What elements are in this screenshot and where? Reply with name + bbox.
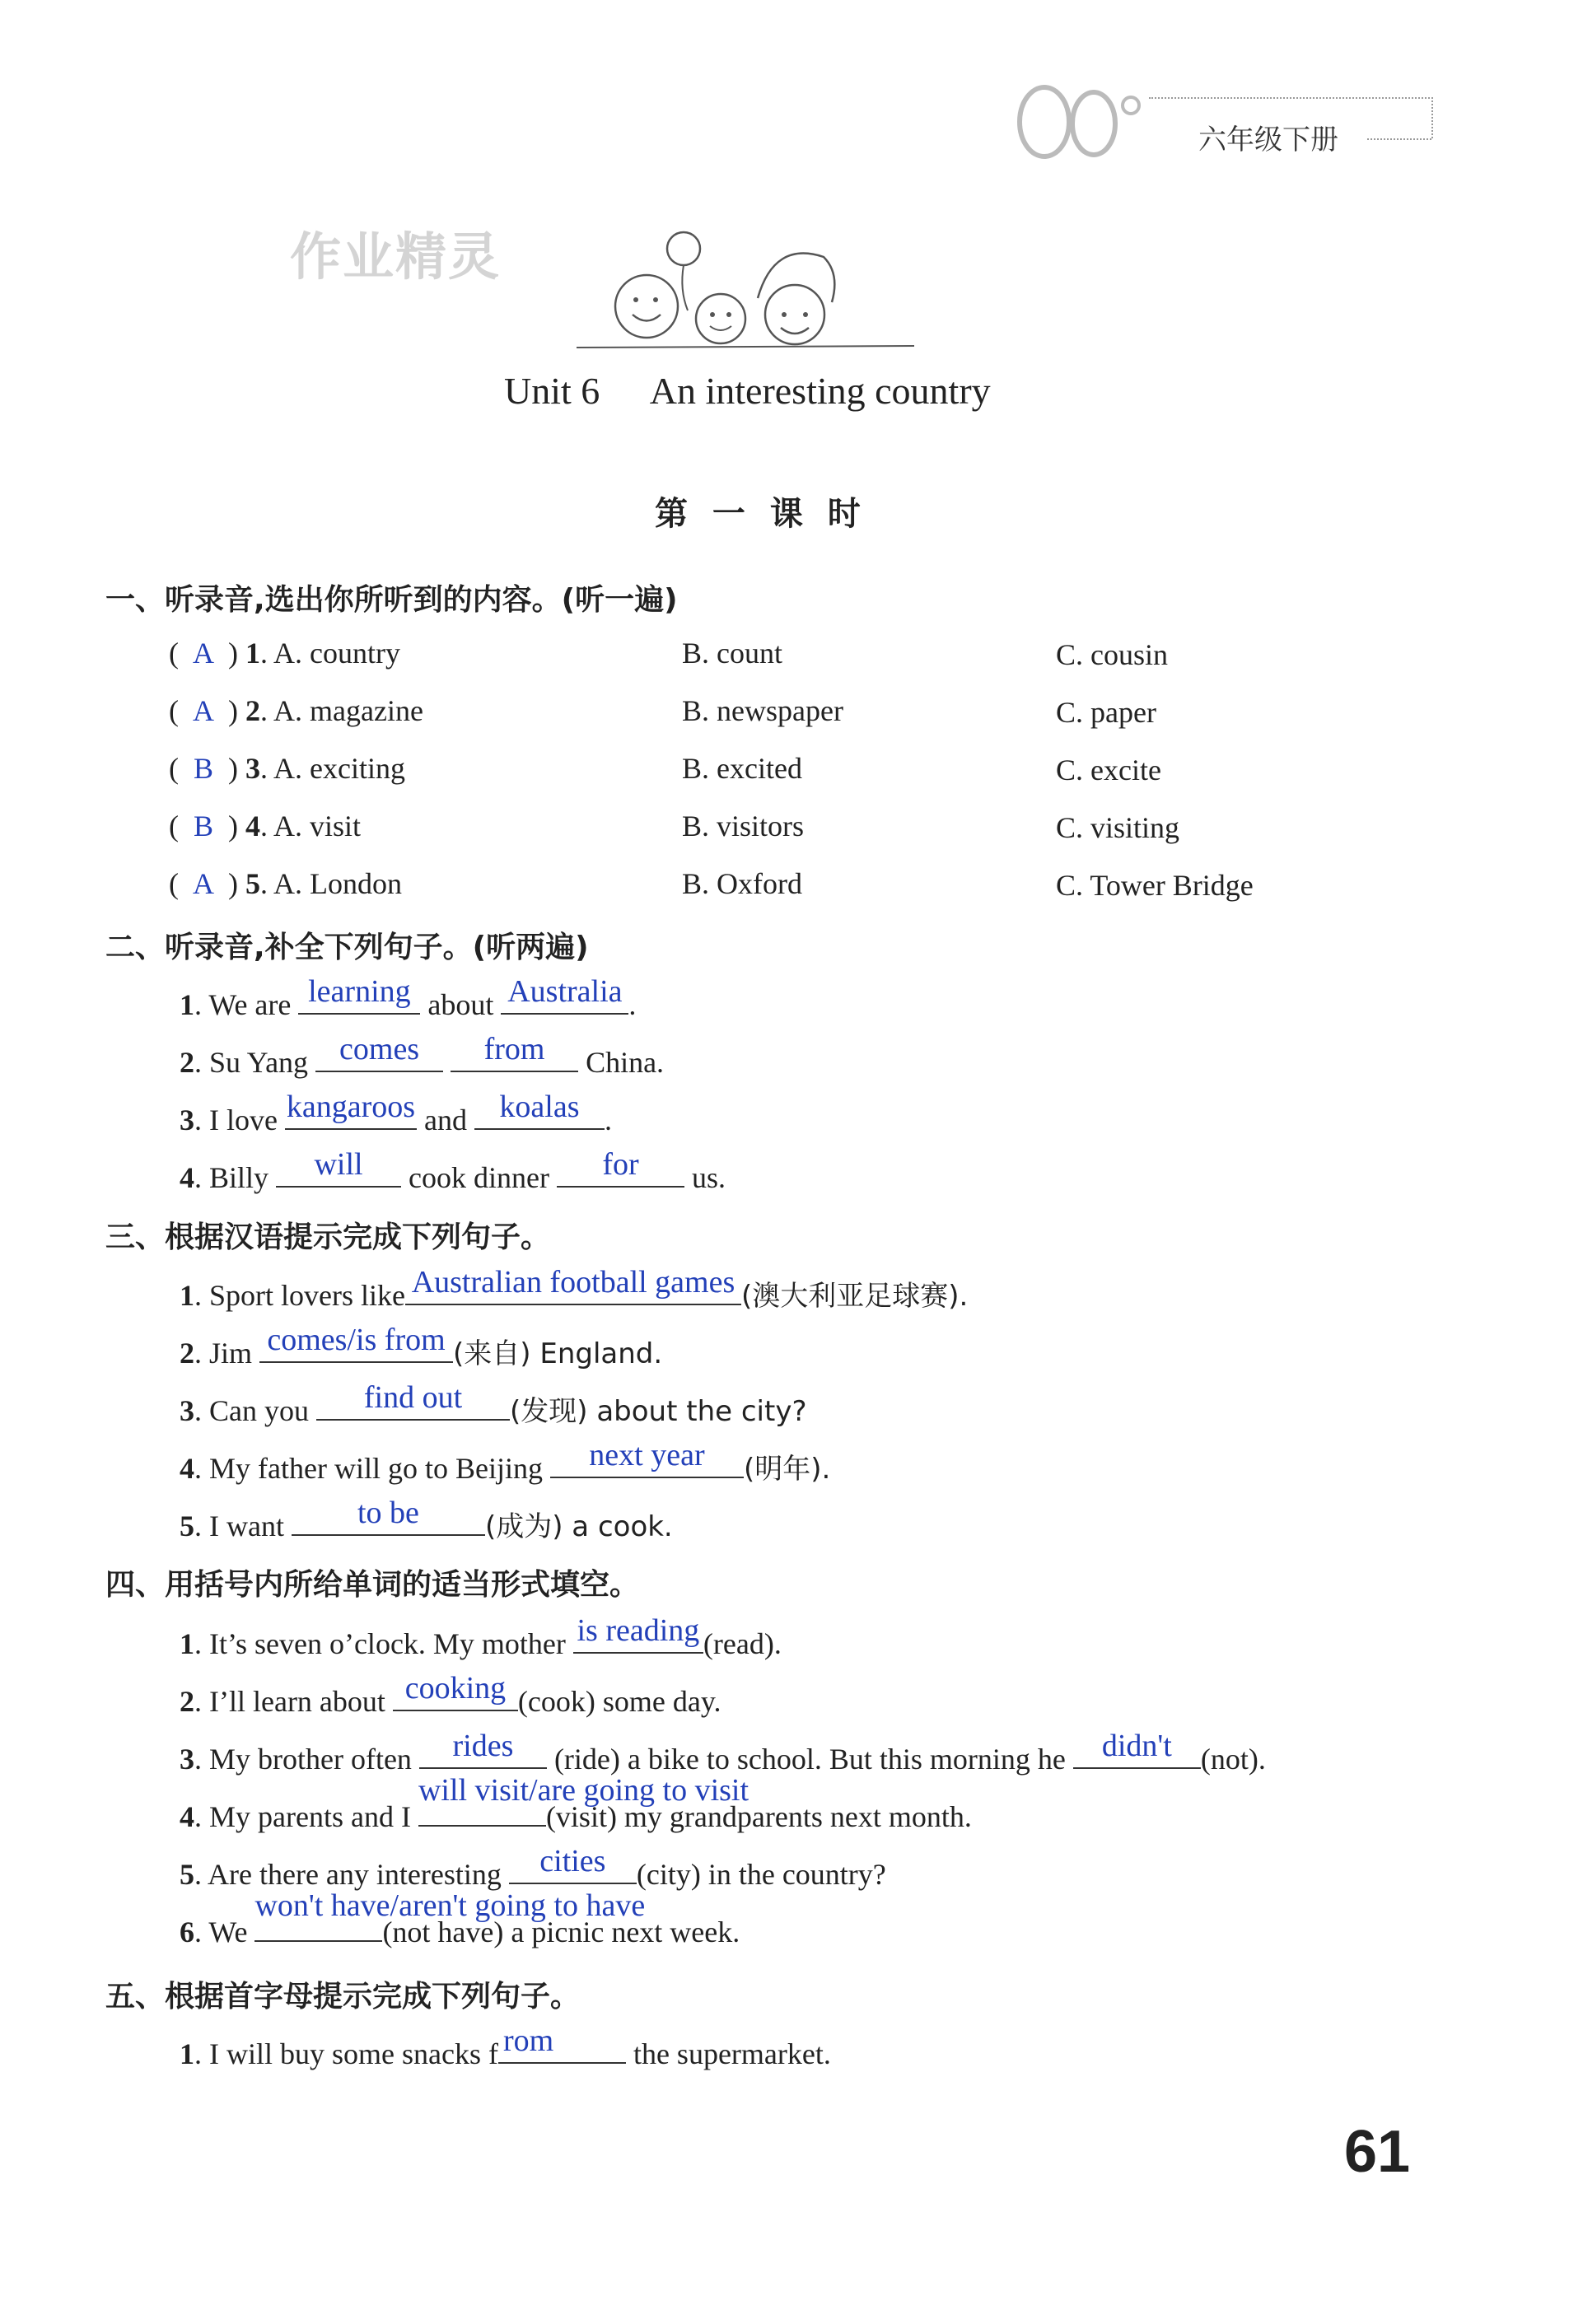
s3-text: I want bbox=[209, 1510, 284, 1542]
s2-no-1: 1 bbox=[180, 988, 194, 1021]
answer-text: Australia bbox=[507, 974, 623, 1009]
s1-answer-2: A bbox=[193, 694, 214, 727]
answer-text: Australian football games bbox=[411, 1265, 735, 1300]
s1-c-5: C. Tower Bridge bbox=[1056, 869, 1254, 902]
s3-line-4: 4. My father will go to Beijing next year (明年). bbox=[180, 1438, 831, 1486]
s4-blank[interactable] bbox=[509, 1844, 637, 1884]
lesson-title: 第 一 课 时 bbox=[655, 495, 867, 533]
s1-row-3: ( B ) 3. A. exciting bbox=[169, 752, 405, 785]
s1-row-5: ( A ) 5. A. London bbox=[169, 867, 403, 900]
s1-c-3: C. excite bbox=[1056, 754, 1161, 786]
s2-blank[interactable] bbox=[285, 1090, 417, 1130]
s4-line-6: 6. We won't have/aren't going to have (not have) a picnic next week. bbox=[180, 1888, 740, 1948]
s2-blank[interactable] bbox=[298, 974, 420, 1015]
s3-text: My father will go to Beijing bbox=[209, 1452, 543, 1485]
s1-row-4: ( B ) 4. A. visit bbox=[169, 810, 362, 842]
s2-text: cook dinner bbox=[409, 1161, 549, 1194]
unit-name: An interesting country bbox=[649, 370, 991, 412]
answer-text: didn't bbox=[1101, 1729, 1172, 1763]
s2-no-4: 4 bbox=[180, 1161, 194, 1194]
s3-text: Jim bbox=[209, 1337, 253, 1370]
s4-no-2: 2 bbox=[180, 1685, 194, 1718]
s4-no-1: 1 bbox=[180, 1627, 194, 1660]
s1-a-5: A. London bbox=[273, 867, 403, 900]
section-1-heading: 一、听录音,选出你所听到的内容。(听一遍) bbox=[105, 583, 678, 617]
s1-answer-5: A bbox=[193, 867, 214, 900]
watermark: 作业精灵 bbox=[290, 226, 502, 287]
s4-no-4: 4 bbox=[180, 1800, 194, 1833]
s4-blank[interactable] bbox=[393, 1671, 518, 1711]
s2-text: . bbox=[628, 988, 637, 1021]
s3-line-3: 3. Can you find out (发现) about the city? bbox=[180, 1380, 807, 1428]
s1-b-1: B. count bbox=[682, 637, 782, 670]
answer-text: rom bbox=[502, 2023, 554, 2058]
s3-blank[interactable] bbox=[259, 1323, 453, 1363]
s2-text: . bbox=[604, 1104, 612, 1136]
s3-blank[interactable] bbox=[316, 1380, 510, 1421]
s4-no-3: 3 bbox=[180, 1743, 194, 1776]
s4-text: (read). bbox=[703, 1627, 782, 1660]
s4-text: (not). bbox=[1200, 1743, 1266, 1776]
answer-text: next year bbox=[589, 1438, 705, 1472]
answer-text: koalas bbox=[499, 1090, 580, 1124]
s1-no-1: 1 bbox=[245, 637, 260, 670]
s3-no-1: 1 bbox=[180, 1279, 194, 1312]
s3-text: (澳大利亚足球赛). bbox=[740, 1280, 969, 1313]
s2-text: about bbox=[427, 988, 494, 1021]
section-2-heading: 二、听录音,补全下列句子。(听两遍) bbox=[105, 931, 589, 964]
s2-line-4: 4. Billy will cook dinner for us. bbox=[180, 1147, 726, 1194]
s4-text: (cook) some day. bbox=[517, 1685, 721, 1718]
s4-text: (city) in the country? bbox=[636, 1858, 886, 1891]
s2-text: Billy bbox=[209, 1161, 269, 1194]
s1-c-1: C. cousin bbox=[1056, 638, 1169, 671]
s3-no-4: 4 bbox=[180, 1452, 194, 1485]
s1-b-2: B. newspaper bbox=[682, 694, 843, 727]
s4-text: We bbox=[208, 1916, 248, 1948]
s1-a-4: A. visit bbox=[273, 810, 362, 842]
s1-b-5: B. Oxford bbox=[682, 867, 802, 900]
s4-blank[interactable] bbox=[419, 1729, 547, 1769]
grade-label: 六年级下册 bbox=[1198, 124, 1338, 156]
s3-line-5: 5. I want to be (成为) a cook. bbox=[180, 1496, 673, 1543]
header-logo bbox=[1011, 72, 1176, 163]
answer-text: to be bbox=[357, 1496, 419, 1530]
s4-text: It’s seven o’clock. My mother bbox=[209, 1627, 566, 1660]
s2-line-1: 1. We are learning about Australia . bbox=[180, 974, 637, 1021]
answer-text: cities bbox=[539, 1844, 606, 1878]
unit-number: Unit 6 bbox=[504, 370, 600, 412]
s4-blank[interactable] bbox=[573, 1613, 703, 1654]
header-rule bbox=[1149, 97, 1433, 99]
s3-text: (来自) England. bbox=[453, 1337, 663, 1370]
s4-line-1: 1. It’s seven o’clock. My mother is reading (read). bbox=[180, 1613, 782, 1660]
s4-text: (ride) a bike to school. But this morning he bbox=[553, 1743, 1066, 1776]
unit-title bbox=[504, 369, 991, 413]
s2-blank[interactable] bbox=[501, 974, 628, 1015]
s3-blank[interactable] bbox=[550, 1438, 744, 1478]
s2-text: and bbox=[423, 1104, 467, 1136]
answer-text: will bbox=[314, 1147, 363, 1182]
s2-text: Su Yang bbox=[209, 1046, 309, 1079]
section-4-heading: 四、用括号内所给单词的适当形式填空。 bbox=[105, 1568, 640, 1602]
s1-b-4: B. visitors bbox=[682, 810, 805, 842]
s1-answer-4: B bbox=[193, 810, 213, 842]
s3-text: (明年). bbox=[743, 1453, 831, 1486]
s3-no-5: 5 bbox=[180, 1510, 194, 1542]
s1-answer-1: A bbox=[193, 637, 214, 670]
s3-text: Sport lovers like bbox=[209, 1279, 405, 1312]
s4-no-6: 6 bbox=[180, 1916, 194, 1948]
s2-blank[interactable] bbox=[315, 1032, 443, 1072]
s2-line-2: 2. Su Yang comes from China. bbox=[180, 1032, 665, 1079]
header-rule-end bbox=[1431, 97, 1433, 138]
s1-no-4: 4 bbox=[245, 810, 260, 842]
s4-line-5: 5. Are there any interesting cities (city) in the country? bbox=[180, 1844, 886, 1891]
s3-text: (成为) a cook. bbox=[484, 1510, 673, 1543]
s1-row-1: ( A ) 1. A. country bbox=[169, 637, 400, 670]
s4-text: My parents and I bbox=[209, 1800, 411, 1833]
s3-text: (发现) about the city? bbox=[510, 1395, 807, 1428]
s5-blank[interactable] bbox=[498, 2023, 626, 2064]
s4-line-4: 4. My parents and I will visit/are going to visit (visit) my grandparents next month. bbox=[180, 1773, 972, 1833]
s1-no-3: 3 bbox=[245, 752, 260, 785]
s3-no-3: 3 bbox=[180, 1394, 194, 1427]
answer-text: comes/is from bbox=[267, 1323, 446, 1357]
s1-a-1: A. country bbox=[273, 637, 400, 670]
s1-a-2: A. magazine bbox=[273, 694, 423, 727]
s4-line-3: 3. My brother often rides (ride) a bike to school. But this morning he didn't (not). bbox=[180, 1729, 1266, 1776]
s2-blank[interactable] bbox=[276, 1147, 401, 1188]
s1-no-5: 5 bbox=[245, 867, 260, 900]
answer-text: is reading bbox=[577, 1613, 700, 1648]
s4-text: My brother often bbox=[209, 1743, 412, 1776]
answer-text: kangaroos bbox=[286, 1090, 416, 1124]
s3-blank[interactable] bbox=[292, 1496, 485, 1536]
answer-text: comes bbox=[339, 1032, 420, 1066]
page-number: 61 bbox=[1344, 2119, 1411, 2185]
s3-line-1: 1. Sport lovers like Australian football games (澳大利亚足球赛). bbox=[180, 1265, 969, 1313]
s3-no-2: 2 bbox=[180, 1337, 194, 1370]
s4-no-5: 5 bbox=[180, 1858, 194, 1891]
answer-text: learning bbox=[308, 974, 411, 1009]
s4-text: (not have) a picnic next week. bbox=[382, 1916, 740, 1948]
s4-blank[interactable] bbox=[1073, 1729, 1201, 1769]
s1-a-3: A. exciting bbox=[273, 752, 405, 785]
s2-blank[interactable] bbox=[474, 1090, 605, 1130]
section-5-heading: 五、根据首字母提示完成下列句子。 bbox=[105, 1980, 581, 2014]
section-3-heading: 三、根据汉语提示完成下列句子。 bbox=[105, 1220, 551, 1254]
s3-text: Can you bbox=[209, 1394, 309, 1427]
s4-text: I’ll learn about bbox=[209, 1685, 385, 1718]
s2-no-2: 2 bbox=[180, 1046, 194, 1079]
s5-text: I will buy some snacks f bbox=[209, 2037, 498, 2070]
s2-text: I love bbox=[209, 1104, 278, 1136]
answer-text: for bbox=[602, 1147, 639, 1182]
s3-line-2: 2. Jim comes/is from (来自) England. bbox=[180, 1323, 663, 1370]
answer-text: won't have/aren't going to have bbox=[254, 1888, 646, 1923]
s2-line-3: 3. I love kangaroos and koalas . bbox=[180, 1090, 612, 1136]
answer-text: will visit/are going to visit bbox=[418, 1773, 749, 1808]
answer-text: cooking bbox=[404, 1671, 507, 1706]
s1-c-4: C. visiting bbox=[1056, 811, 1180, 844]
s1-c-2: C. paper bbox=[1056, 696, 1156, 729]
s2-text: us. bbox=[691, 1161, 726, 1194]
s1-b-3: B. excited bbox=[682, 752, 802, 785]
s5-line-1: 1. I will buy some snacks f rom the supermarket. bbox=[180, 2023, 831, 2070]
s4-text: (visit) my grandparents next month. bbox=[545, 1800, 972, 1833]
s2-blank[interactable] bbox=[557, 1147, 684, 1188]
s5-no-1: 1 bbox=[180, 2037, 194, 2070]
s4-line-2: 2. I’ll learn about cooking (cook) some day. bbox=[180, 1671, 721, 1718]
s5-text: the supermarket. bbox=[633, 2037, 831, 2070]
s1-answer-3: B bbox=[193, 752, 213, 785]
s4-text: Are there any interesting bbox=[208, 1858, 502, 1891]
s4-blank[interactable] bbox=[418, 1773, 749, 1827]
s2-text: We are bbox=[208, 988, 292, 1021]
children-illustration bbox=[568, 224, 922, 364]
s1-no-2: 2 bbox=[245, 694, 260, 727]
s2-text: China. bbox=[586, 1046, 665, 1079]
answer-text: find out bbox=[363, 1380, 463, 1415]
answer-text: rides bbox=[452, 1729, 514, 1763]
grade-dots bbox=[1367, 138, 1431, 140]
s1-row-2: ( A ) 2. A. magazine bbox=[169, 694, 423, 727]
answer-text: from bbox=[483, 1032, 545, 1066]
s2-no-3: 3 bbox=[180, 1104, 194, 1136]
s2-blank[interactable] bbox=[451, 1032, 578, 1072]
s3-blank[interactable] bbox=[405, 1265, 741, 1305]
